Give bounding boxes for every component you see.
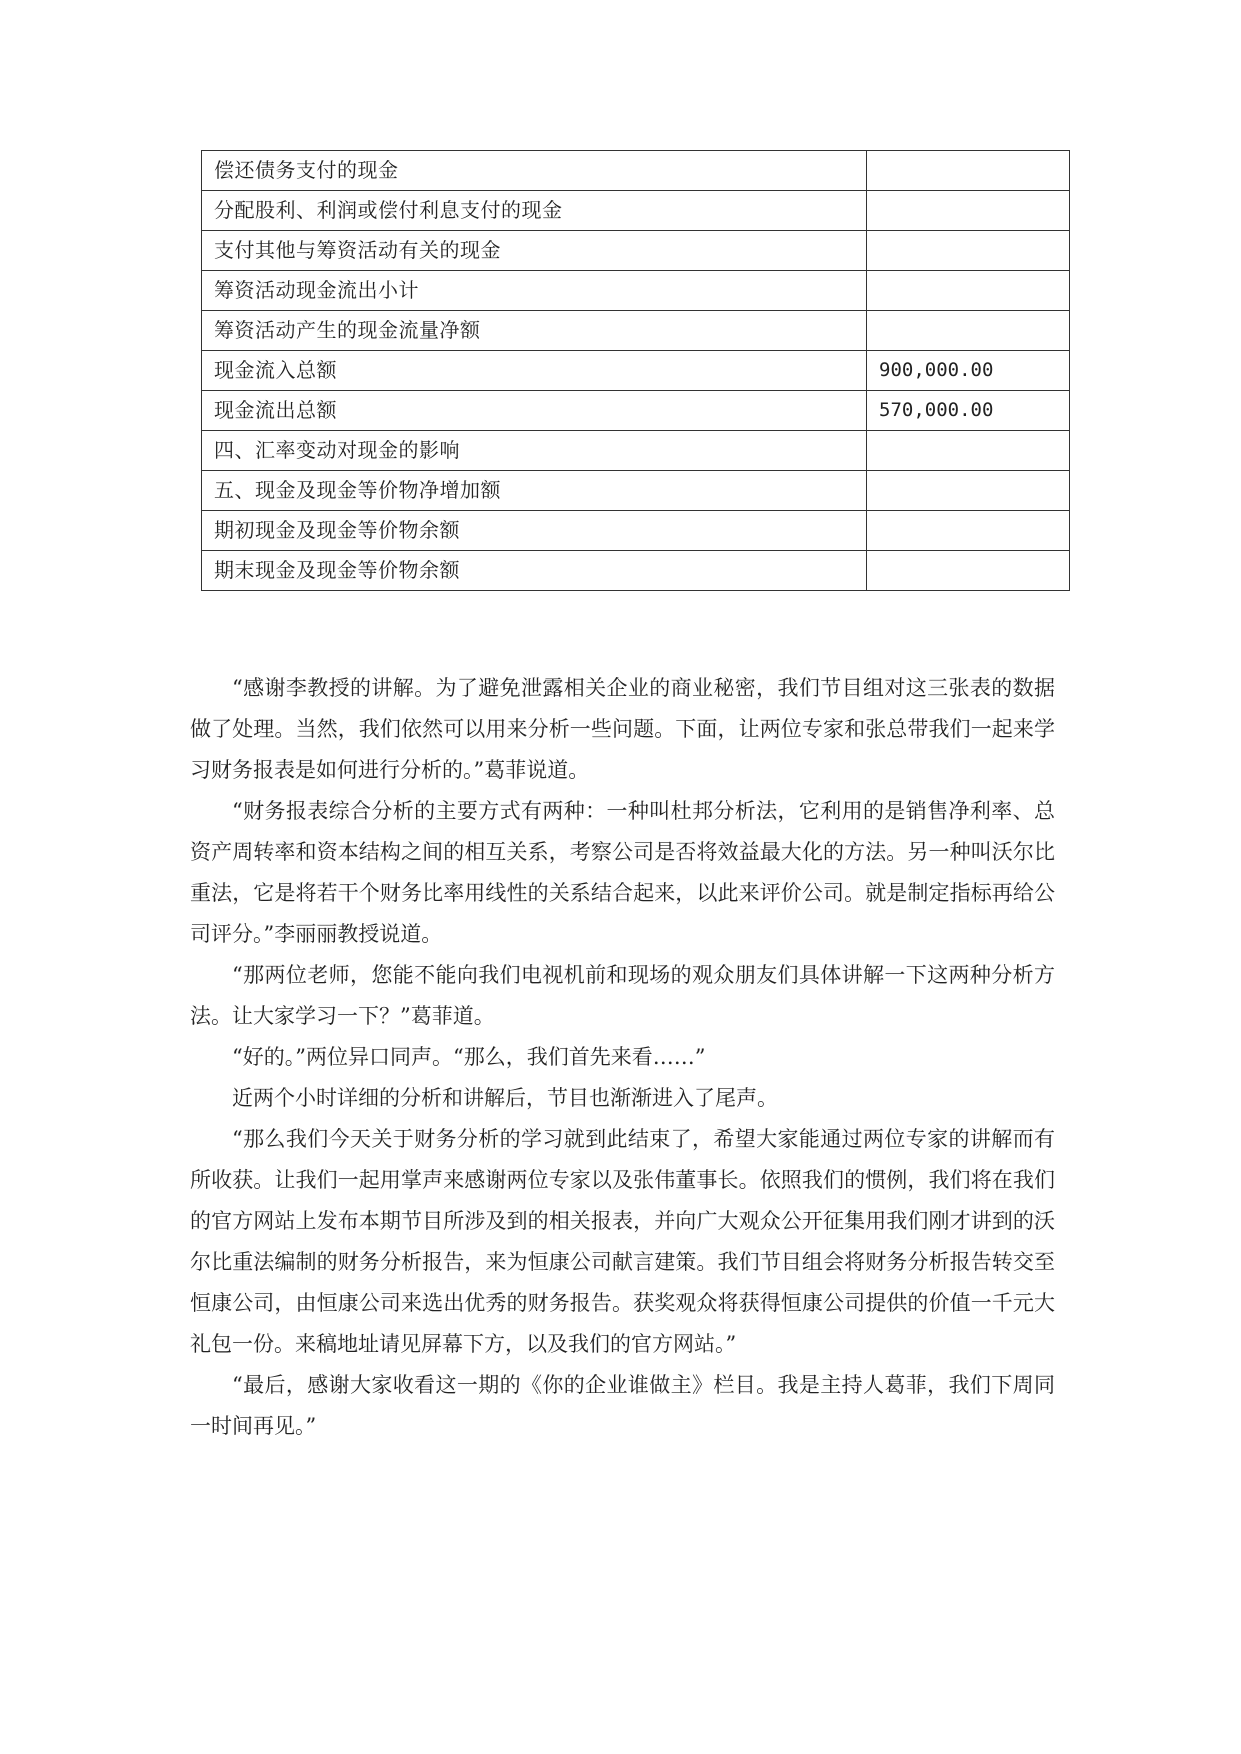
row-amount xyxy=(867,191,1070,231)
row-amount xyxy=(867,471,1070,511)
row-item: 偿还债务支付的现金 xyxy=(202,151,867,191)
table-row xyxy=(202,151,1070,191)
table-row xyxy=(202,191,1070,231)
paragraph: “那两位老师，您能不能向我们电视机前和现场的观众朋友们具体讲解一下这两种分析方法。让大家学习一下？”葛菲道。 xyxy=(190,963,1055,1028)
row-amount xyxy=(867,151,1070,191)
row-item: 现金流出总额 xyxy=(202,391,867,431)
row-item: 期初现金及现金等价物余额 xyxy=(202,511,867,551)
table-row xyxy=(202,231,1070,271)
body-text xyxy=(190,668,1055,1447)
row-amount xyxy=(867,551,1070,591)
paragraph: “感谢李教授的讲解。为了避免泄露相关企业的商业秘密，我们节目组对这三张表的数据做了处理。当然，我们依然可以用来分析一些问题。下面，让两位专家和张总带我们一起来学习财务报表是如何进行分析的。”葛菲说道。 xyxy=(190,676,1055,782)
row-amount xyxy=(867,311,1070,351)
row-amount xyxy=(867,511,1070,551)
row-amount: 900,000.00 xyxy=(867,351,1070,391)
cash-flow-table xyxy=(201,150,1070,591)
table-row xyxy=(202,551,1070,591)
row-item: 分配股利、利润或偿付利息支付的现金 xyxy=(202,191,867,231)
paragraph: “好的。”两位异口同声。“那么，我们首先来看……” xyxy=(232,1045,706,1069)
table-row xyxy=(202,391,1070,431)
paragraph: “最后，感谢大家收看这一期的《你的企业谁做主》栏目。我是主持人葛菲，我们下周同一时间再见。” xyxy=(190,1373,1055,1438)
table-row xyxy=(202,311,1070,351)
row-item: 支付其他与筹资活动有关的现金 xyxy=(202,231,867,271)
paragraph: 近两个小时详细的分析和讲解后，节目也渐渐进入了尾声。 xyxy=(232,1086,778,1110)
table-row xyxy=(202,471,1070,511)
row-item: 期末现金及现金等价物余额 xyxy=(202,551,867,591)
table-row xyxy=(202,351,1070,391)
row-amount: 570,000.00 xyxy=(867,391,1070,431)
row-item: 筹资活动产生的现金流量净额 xyxy=(202,311,867,351)
row-item: 筹资活动现金流出小计 xyxy=(202,271,867,311)
table-row xyxy=(202,271,1070,311)
table-row xyxy=(202,511,1070,551)
row-item: 五、现金及现金等价物净增加额 xyxy=(202,471,867,511)
paragraph: “财务报表综合分析的主要方式有两种：一种叫杜邦分析法，它利用的是销售净利率、总资产周转率和资本结构之间的相互关系，考察公司是否将效益最大化的方法。另一种叫沃尔比重法，它是将若干个财务比率用线性的关系结合起来，以此来评价公司。就是制定指标再给公司评分。”李丽丽教授说道。 xyxy=(190,799,1055,946)
row-amount xyxy=(867,271,1070,311)
row-item: 现金流入总额 xyxy=(202,351,867,391)
row-item: 四、汇率变动对现金的影响 xyxy=(202,431,867,471)
row-amount xyxy=(867,431,1070,471)
paragraph: “那么我们今天关于财务分析的学习就到此结束了，希望大家能通过两位专家的讲解而有所收获。让我们一起用掌声来感谢两位专家以及张伟董事长。依照我们的惯例，我们将在我们的官方网站上发布本期节目所涉及到的相关报表，并向广大观众公开征集用我们刚才讲到的沃尔比重法编制的财务分析报告，来为恒康公司献言建策。我们节目组会将财务分析报告转交至恒康公司，由恒康公司来选出优秀的财务报告。获奖观众将获得恒康公司提供的价值一千元大礼包一份。来稿地址请见屏幕下方，以及我们的官方网站。” xyxy=(190,1127,1055,1356)
table-row xyxy=(202,431,1070,471)
row-amount xyxy=(867,231,1070,271)
